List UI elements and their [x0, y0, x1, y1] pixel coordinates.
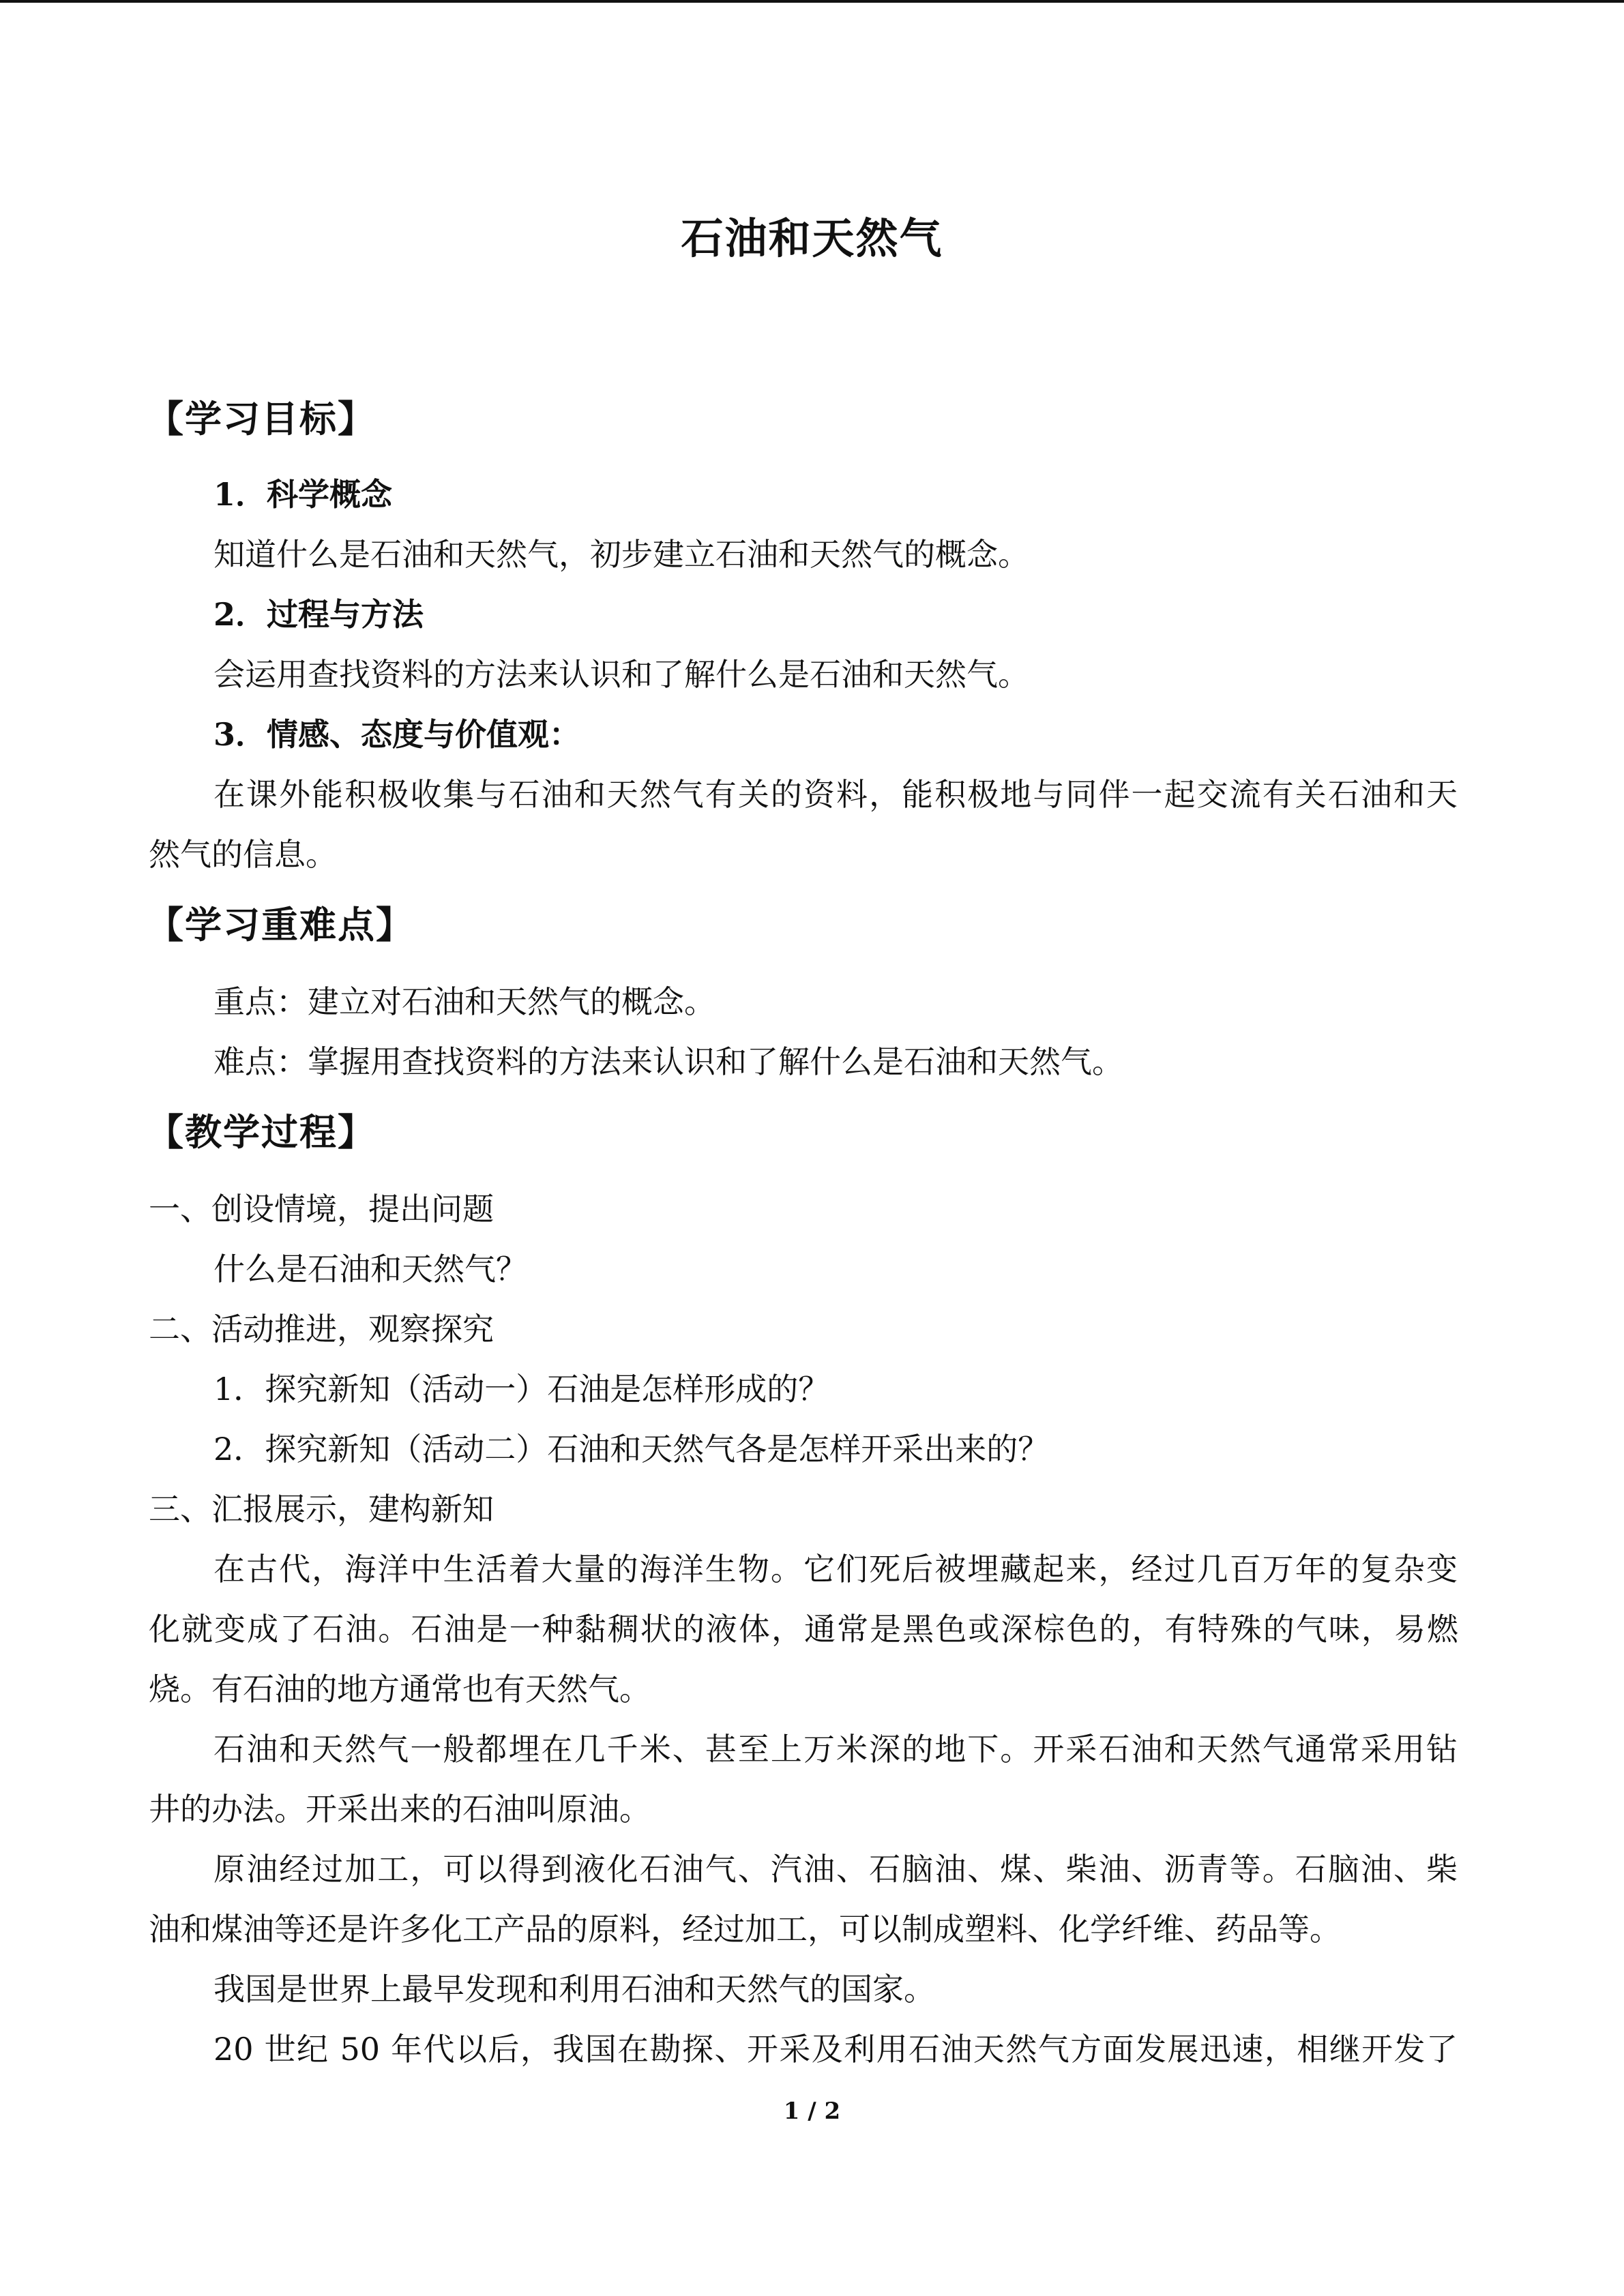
- section-heading-key-points: 【学习重难点】: [147, 903, 414, 946]
- paragraph-line: 20 世纪 50 年代以后，我国在勘探、开采及利用石油天然气方面发展迅速，相继开发了: [213, 2031, 1458, 2068]
- paragraph-line: 什么是石油和天然气？: [213, 1251, 527, 1287]
- paragraph-line: 油和煤油等还是许多化工产品的原料，经过加工，可以制成塑料、化学纤维、药品等。: [149, 1911, 1341, 1948]
- paragraph-line: 化就变成了石油。石油是一种黏稠状的液体，通常是黑色或深棕色的，有特殊的气味，易燃: [149, 1611, 1458, 1648]
- section-heading-teaching-process: 【教学过程】: [147, 1110, 376, 1154]
- paragraph-line: 在课外能积极收集与石油和天然气有关的资料，能积极地与同伴一起交流有关石油和天: [213, 776, 1458, 813]
- paragraph-line: 2．探究新知（活动二）石油和天然气各是怎样开采出来的？: [213, 1431, 1050, 1467]
- paragraph-line: 在古代，海洋中生活着大量的海洋生物。它们死后被埋藏起来，经过几百万年的复杂变: [213, 1551, 1458, 1587]
- paragraph-line: 二、活动推进，观察探究: [149, 1311, 494, 1347]
- paragraph-line: 难点：掌握用查找资料的方法来认识和了解什么是石油和天然气。: [213, 1043, 1123, 1080]
- paragraph-line: 1．探究新知（活动一）石油是怎样形成的？: [213, 1371, 830, 1407]
- paragraph-line: 知道什么是石油和天然气，初步建立石油和天然气的概念。: [213, 536, 1029, 573]
- page-number: 1 / 2: [783, 2098, 841, 2125]
- paragraph-line: 我国是世界上最早发现和利用石油和天然气的国家。: [213, 1971, 935, 2008]
- paragraph-line: 井的办法。开采出来的石油叫原油。: [149, 1791, 651, 1828]
- paragraph-line: 烧。有石油的地方通常也有天然气。: [149, 1671, 651, 1708]
- paragraph-line: 三、汇报展示，建构新知: [149, 1491, 494, 1527]
- subheading-process-method: 2．过程与方法: [213, 596, 424, 633]
- section-heading-learning-objectives: 【学习目标】: [147, 397, 376, 441]
- paragraph-line: 会运用查找资料的方法来认识和了解什么是石油和天然气。: [213, 656, 1029, 693]
- subheading-emotion-values: 3．情感、态度与价值观：: [213, 716, 581, 753]
- subheading-science-concept: 1．科学概念: [213, 476, 393, 513]
- paragraph-line: 石油和天然气一般都埋在几千米、甚至上万米深的地下。开采石油和天然气通常采用钻: [213, 1731, 1458, 1768]
- paragraph-line: 重点：建立对石油和天然气的概念。: [213, 983, 715, 1020]
- paragraph-line: 一、创设情境，提出问题: [149, 1191, 494, 1227]
- paragraph-line: 然气的信息。: [149, 836, 337, 873]
- paragraph-line: 原油经过加工，可以得到液化石油气、汽油、石脑油、煤、柴油、沥青等。石脑油、柴: [213, 1851, 1458, 1888]
- page-title: 石油和天然气: [681, 213, 943, 263]
